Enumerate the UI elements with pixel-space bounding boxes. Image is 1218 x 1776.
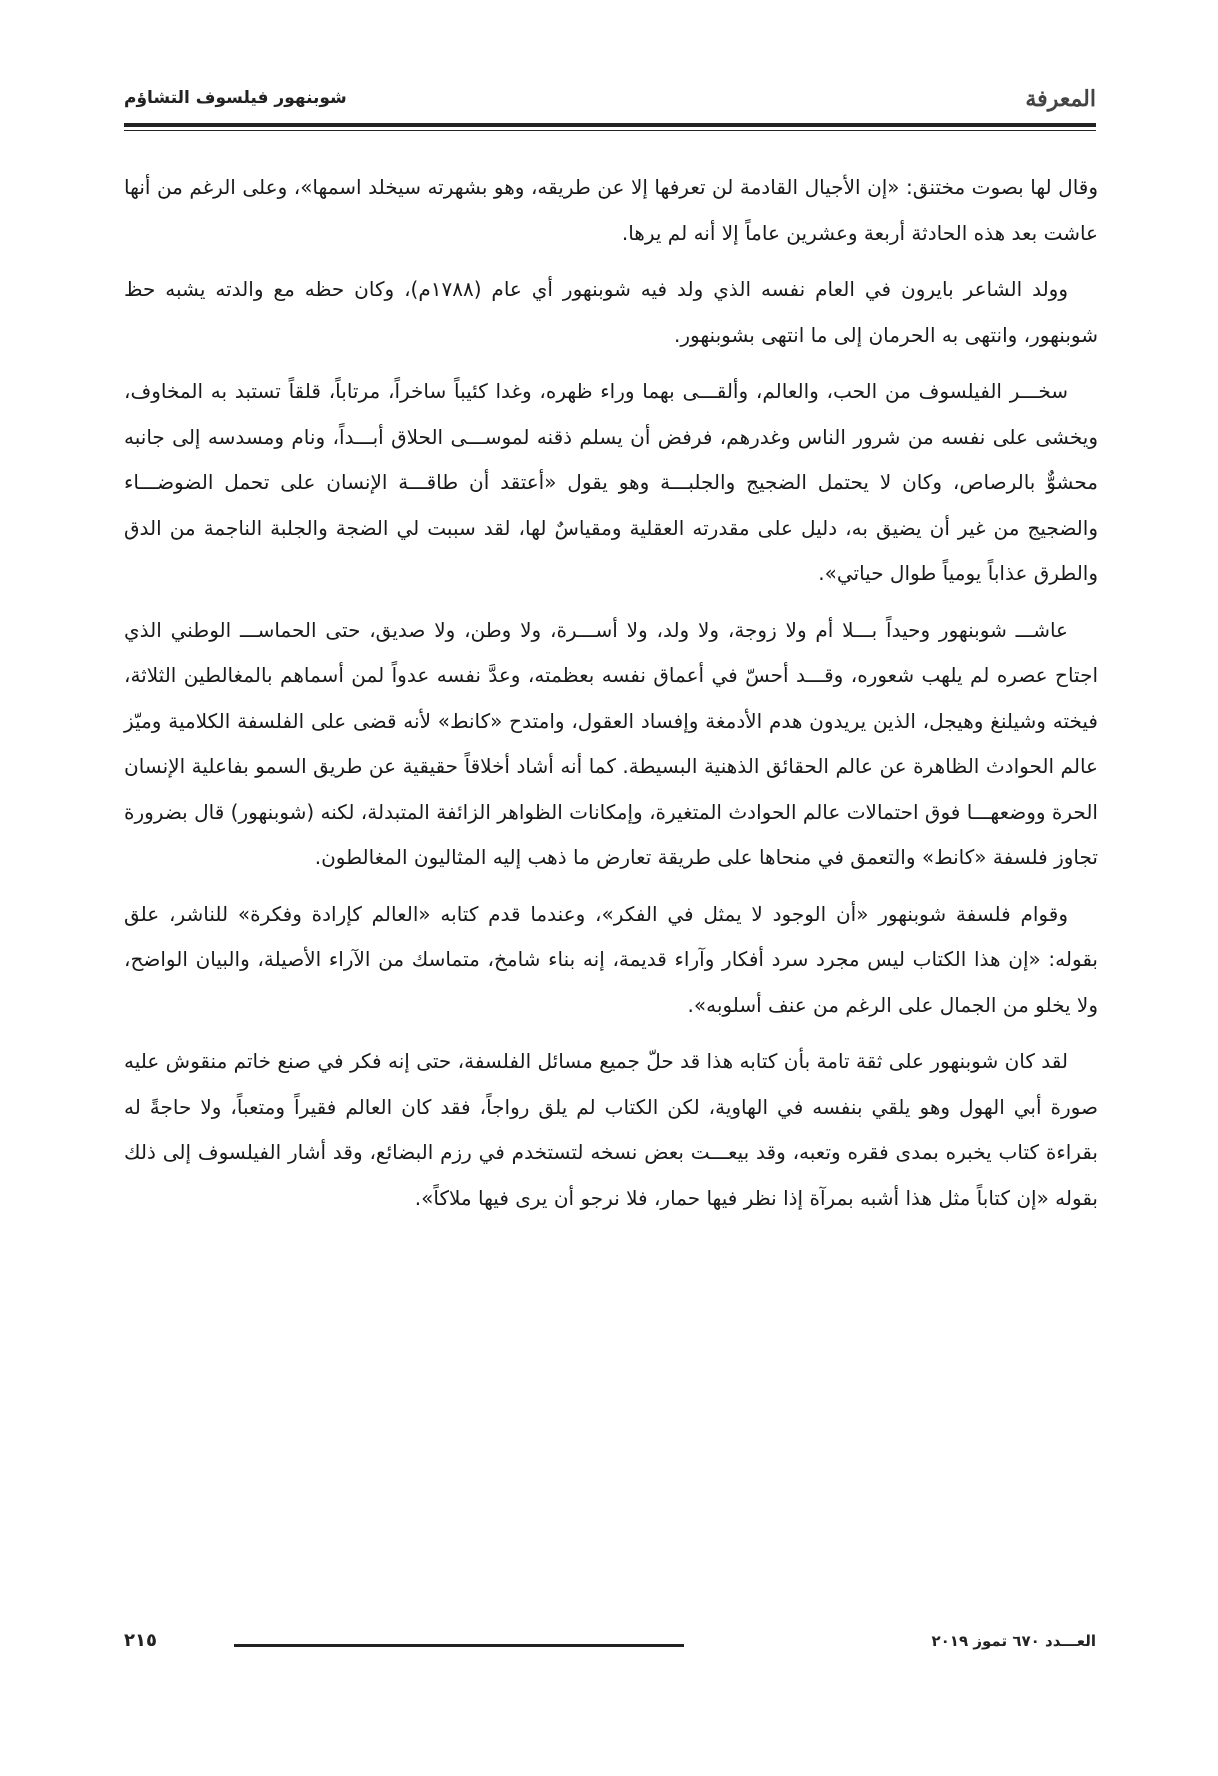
page-footer (124, 1632, 1096, 1662)
running-title: شوبنهور فيلسوف التشاؤم (124, 88, 347, 108)
footer-rule (234, 1644, 684, 1647)
paragraph-3: سخـــر الفيلسوف من الحب، والعالم، وألقـــى بهما وراء ظهره، وغدا كئيباً ساخراً، مرتاباً، قلقاً تستبد به المخاوف، ويخشى على نفسه من شرور الناس وغدرهم، فرفض أن يسلم ذقنه لموســـى الحلاق أبـــداً، ونام ومسدسه إلى جانبه محشوٌّ بالرصاص، وكان لا يحتمل الضجيج والجلبـــة وهو يقول «أعتقد أن طاقـــة الإنسان على تحمل الضوضـــاء والضجيج من غير أن يضيق به، دليل على مقدرته العقلية ومقياسٌ لها، لقد سببت لي الضجة والجلبة الناجمة من الدق والطرق عذاباً يومياً طوال حياتي». (124, 379, 1098, 585)
header-rule-thick (124, 123, 1096, 127)
header-rule-thin (124, 130, 1096, 131)
paragraph-4: عاشـــ شوبنهور وحيداً بـــلا أم ولا زوجة، ولا ولد، ولا أســـرة، ولا وطن، ولا صديق، حتى الحماســـ الوطني الذي اجتاح عصره لم يلهب شعوره، وقـــد أحسّ في أعماق نفسه بعظمته، وعدَّ نفسه عدواً لمن أسماهم بالمغالطين الثلاثة، فيخته وشيلنغ وهيجل، الذين يريدون هدم الأدمغة وإفساد العقول، وامتدح «كانط» لأنه قضى على الفلسفة الكلامية وميّز عالم الحوادث الظاهرة عن عالم الحقائق الذهنية البسيطة. كما أنه أشاد أخلاقاً حقيقية عن طريق السمو بفاعلية الإنسان الحرة ووضعهـــا فوق احتمالات عالم الحوادث المتغيرة، وإمكانات الظواهر الزائفة المتبدلة، لكنه (شوبنهور) قال بضرورة تجاوز فلسفة «كانط» والتعمق في منحاها على طريقة تعارض ما ذهب إليه المثاليون المغالطون. (124, 617, 1098, 869)
article-body (124, 165, 1098, 1232)
paragraph-5: وقوام فلسفة شوبنهور «أن الوجود لا يمثل في الفكر»، وعندما قدم كتابه «العالم كإرادة وفكرة» للناشر، علق بقوله: «إن هذا الكتاب ليس مجرد سرد أفكار وآراء قديمة، إنه بناء شامخ، متماسك من الآراء الأصيلة، والبيان الواضح، ولا يخلو من الجمال على الرغم من عنف أسلوبه». (124, 901, 1098, 1017)
paragraph-6: لقد كان شوبنهور على ثقة تامة بأن كتابه هذا قد حلّ جميع مسائل الفلسفة، حتى إنه فكر في صنع خاتم منقوش عليه صورة أبي الهول وهو يلقي بنفسه في الهاوية، لكن الكتاب لم يلق رواجاً، فقد كان العالم فقيراً ومتعباً، ولا حاجةً له بقراءة كتاب يخبره بمدى فقره وتعبه، وقد بيعـــت بعض نسخه لتستخدم في رزم البضائع، وقد أشار الفيلسوف إلى ذلك بقوله «إن كتاباً مثل هذا أشبه بمرآة إذا نظر فيها حمار، فلا نرجو أن يرى فيها ملاكاً». (124, 1049, 1098, 1210)
magazine-logo: المعرفة (1025, 86, 1096, 112)
page-number: ٢١٥ (124, 1630, 157, 1651)
issue-info: العـــدد ٦٧٠ تموز ٢٠١٩ (931, 1632, 1096, 1650)
paragraph-2: وولد الشاعر بايرون في العام نفسه الذي ولد فيه شوبنهور أي عام (١٧٨٨م)، وكان حظه مع والدته يشبه حظ شوبنهور، وانتهى به الحرمان إلى ما انتهى بشوبنهور. (124, 277, 1098, 347)
page-header (124, 78, 1096, 118)
paragraph-1: وقال لها بصوت مختنق: «إن الأجيال القادمة لن تعرفها إلا عن طريقه، وهو بشهرته سيخلد اسمها»، وعلى الرغم من أنها عاشت بعد هذه الحادثة أربعة وعشرين عاماً إلا أنه لم يرها. (124, 175, 1098, 245)
